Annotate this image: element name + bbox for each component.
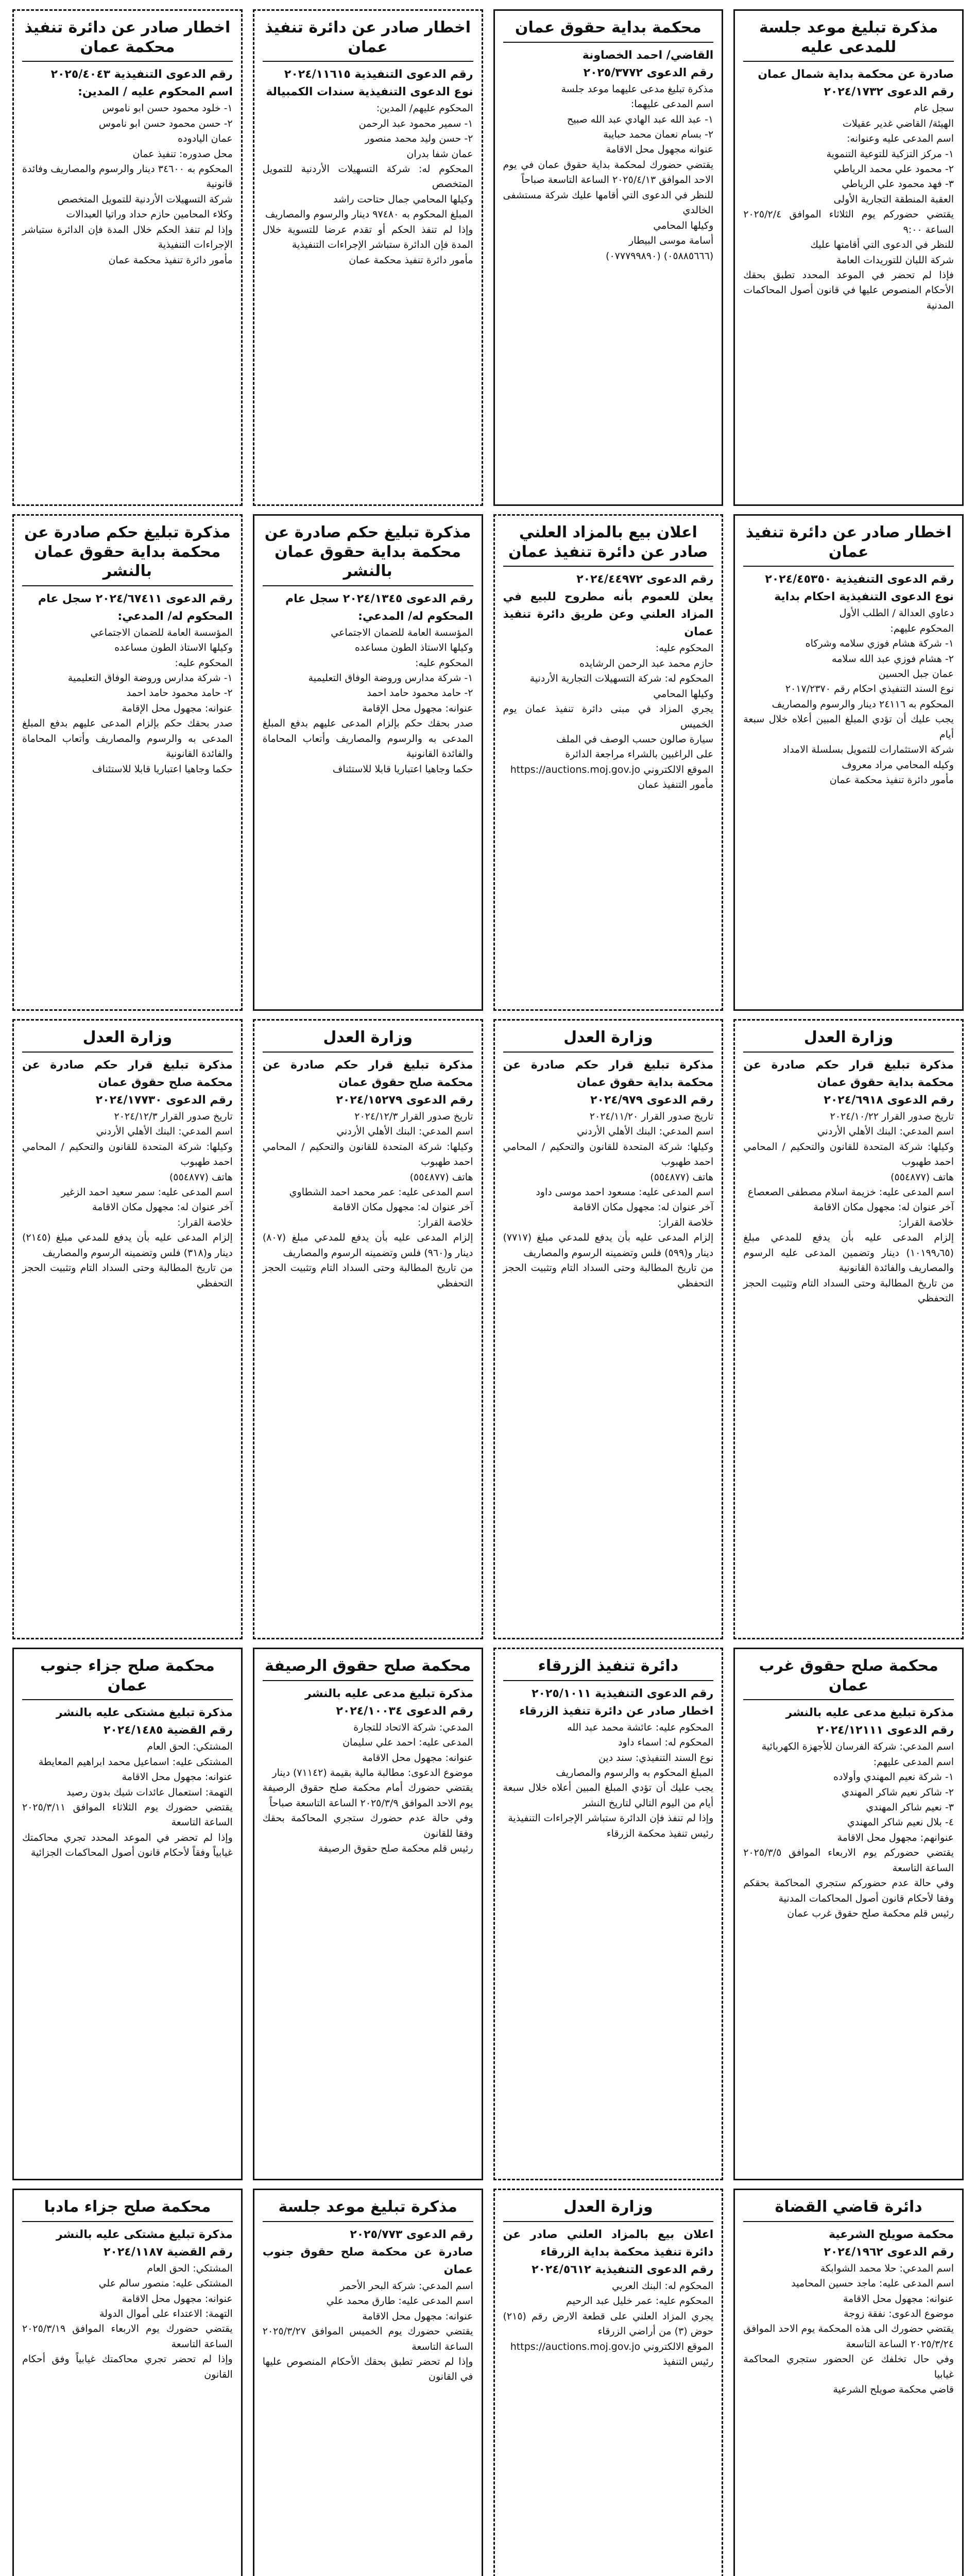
notice-line: خلاصة القرار: [658,1216,714,1228]
notice-line: ٢- بسام نعمان محمد حبايبة [603,129,714,140]
notice-line: آخر عنوان له: مجهول مكان الاقامة [332,1201,473,1213]
notice-divider [22,61,233,62]
notice-line: وفي حالة عدم حضورك ستجري المحاكمة بحقك وفقا للقانون [262,1812,473,1839]
notice-line: التهمة: استعمال عائدات شيك بدون رصيد [66,1786,233,1798]
notice-divider [743,566,954,567]
notice-line: المحكوم عليهم: [890,622,954,634]
notice-line: عنوانه: مجهول محل الإقامة [122,702,233,714]
notice-line: مأمور دائرة تنفيذ محكمة عمان [349,254,473,266]
notice-divider [503,1680,714,1681]
notice-line: وكيلها الاستاذ الطون مساعده [354,642,473,654]
notice-line: صدر بحقك حكم بإلزام المدعى عليهم بدفع المبلغ المدعى به والرسوم والمصاريف وأتعاب المحاماة والفائدة القانونية [22,718,233,760]
notice-line: مذكرة تبليغ مدعى عليهما موعد جلسة [561,83,714,95]
notice-line: نوع السند التنفيذي احكام رقم ٢٠١٧/٢٣٧٠ [785,683,954,695]
legal-notice-box [493,514,724,1011]
notice-line: رقم الدعوى ٢٠٢٤/١٧٣٢ [824,86,954,99]
notice-title: مذكرة تبليغ حكم صادرة عن محكمة بداية حقوق عمان بالنشر [264,523,471,580]
notice-divider [503,566,714,567]
notice-line: ٣- نعيم شاكر المهندي [866,1801,954,1813]
legal-notice-box [733,2189,964,2576]
legal-notice-box [253,1019,483,1639]
notice-line: يقتضي حضورك الى هذه المحكمة يوم الاحد الموافق ٢٠٢٥/٣/٢٤ الساعة التاسعة [743,2323,954,2350]
notice-line: عنوانه مجهول محل الاقامة [606,144,714,156]
notice-line: المحكوم له: اسماء داود [618,1737,714,1749]
notice-line: من تاريخ المطالبة وحتى السداد التام وتثبيت الحجز التحفظي [22,1262,233,1289]
notice-line: رقم الدعوى ٢٠٢٤/٩٧٩ [590,1093,714,1107]
notice-line: وكيلها المحامي [653,219,714,231]
notice-line: حازم محمد عبد الرحمن الرشايده [579,657,714,669]
legal-notice-box [12,514,243,1011]
notice-line: تاريخ صدور القرار ٢٠٢٤/١٢/٣ [114,1110,233,1122]
notice-line: وفي حالة عدم حضوركم ستجري المحاكمة بحقكم وفقا لأحكام قانون أصول المحاكمات المدنية [743,1877,954,1904]
notice-line: نوع السند التنفيذي: سند دين [598,1752,714,1764]
notice-line: صدر بحقك حكم بإلزام المدعى عليهم بدفع المبلغ المدعى به والرسوم والمصاريف وأتعاب المحاماة والفائدة القانونية [262,718,473,760]
notice-line: صادرة عن محكمة بداية شمال عمان [758,68,954,81]
notice-line: رئيس التنفيذ [662,2355,714,2367]
notice-line: يجري المزاد في مبنى دائرة تنفيذ عمان يوم الخميس [503,703,714,730]
notice-title: محكمة بداية حقوق عمان [515,19,701,37]
notice-line: اسم المدعي: البنك الأهلي الأردني [817,1126,954,1138]
notice-line: محكمة صويلح الشرعية [828,2228,954,2241]
notice-line: المدعى عليه: احمد علي سليمان [343,1737,473,1749]
notice-line: مذكرة تبليغ قرار حكم صادرة عن محكمة صلح حقوق عمان [22,1058,233,1089]
notice-line: يقتضي حضوركم يوم الاربعاء الموافق ٢٠٢٥/٣/٥ الساعة التاسعة [743,1847,954,1874]
notice-line: المشتكى عليه: اسماعيل محمد ابراهيم المعايطة [38,1756,233,1768]
notice-title: اخطار صادر عن دائرة تنفيذ عمان [745,523,952,561]
notice-divider [743,61,954,62]
notice-line: المحكوم له: شركة التسهيلات التجارية الأردنية [529,673,714,685]
notice-divider [743,2221,954,2222]
legal-notice-box [12,2189,243,2576]
notice-line: رقم الدعوى ٢٠٢٤/٦٧٤١١ سجل عام [38,592,233,605]
notice-line: مأمور دائرة تنفيذ محكمة عمان [108,254,233,266]
notice-line: من تاريخ المطالبة وحتى السداد التام وتثبيت الحجز التحفظي [743,1277,954,1304]
notice-title: وزارة العدل [323,1028,413,1046]
notice-line: شركة التسهيلات الأردنية للتمويل المتخصص [57,193,233,205]
notice-line: هاتف (٥٥٤٨٧٧) [409,1171,473,1183]
notice-line: من تاريخ المطالبة وحتى السداد التام وتثبيت الحجز التحفظي [503,1262,714,1289]
notice-line: المشتكى عليه: منصور سالم علي [98,2278,233,2290]
notice-line: رقم الدعوى التنفيذية ٢٠٢٤/٥٦١٢ [532,2263,714,2276]
notice-line: المؤسسة العامة للضمان الاجتماعي [90,626,233,638]
notice-line: وفي حال تخلفك عن الحضور ستجري المحاكمة غيابيا [743,2353,954,2380]
notice-line: وإذا لم تحضر في الموعد المحدد تجري محاكمتك غيابياً وفقاً لأحكام قانون أصول المحاكمات الجزائية [22,1832,233,1859]
notice-line: المحكوم عليه: [655,642,714,654]
notice-title: دائرة تنفيذ الزرقاء [538,1657,679,1675]
notice-line: رقم القضية ٢٠٢٤/١١٨٧ [104,2245,233,2259]
notice-line: يجري المزاد العلني على قطعة الارض رقم (٢١٥) حوض (٣) من أراضي الزرقاء [503,2310,714,2337]
notice-line: يقتضي حضورك يوم الخميس الموافق ٢٠٢٥/٣/٢٧ الساعة التاسعة [262,2326,473,2352]
notice-line: وكيلها: شركة المتحدة للقانون والتحكيم / المحامي احمد طهبوب [262,1141,473,1168]
notice-line: عنوانه: مجهول محل الاقامة [362,2310,473,2322]
notice-line: وكيلها المحامي جمال حتاحت راشد [333,193,473,205]
notice-line: وكيلها: شركة المتحدة للقانون والتحكيم / المحامي احمد طهبوب [22,1141,233,1168]
notice-title: محكمة صلح حقوق غرب عمان [759,1657,938,1694]
notice-line: عنوانه: مجهول محل الاقامة [362,1752,473,1764]
notice-divider [263,1052,473,1053]
notice-line: ٢- حامد محمود حامد احمد [367,687,473,699]
notice-line: وإذا لم تنفذ الحكم خلال المدة فإن الدائرة ستباشر الإجراءات التنفيذية [22,224,233,251]
notice-line: ٢- حسن وليد محمد منصور [365,133,473,145]
notice-title: مذكرة تبليغ حكم صادرة عن محكمة بداية حقوق عمان بالنشر [24,523,231,580]
notice-title: اعلان بيع بالمزاد العلني صادر عن دائرة تنفيذ عمان [508,523,708,561]
notice-divider [263,1680,473,1681]
notice-line: اسم المدعي: شركة الفرسان للأجهزة الكهربائية [761,1741,954,1753]
notice-line: إلزام المدعى عليه بأن يدفع للمدعي مبلغ (٧٧١٧) دينار و(٥٩٩) فلس وتضمينه الرسوم والمصاريف [503,1232,714,1259]
notice-divider [503,1052,714,1053]
legal-notice-box [493,9,724,506]
notice-line: المحكوم عليهم/ المدين: [376,103,473,114]
legal-notice-box [733,9,964,506]
notice-line: اسم المدعي: حلا محمد الشوابكة [820,2262,954,2274]
notice-line: رقم الدعوى ٢٠٢٤/٦٩١٨ [824,1093,954,1107]
notice-divider [22,1052,233,1053]
notice-line: وكيله المحامي مراد معروف [842,759,954,771]
notice-line: رئيس قلم محكمة صلح حقوق غرب عمان [787,1908,954,1919]
notice-line: نوع الدعوى التنفيذية سندات الكمبيالة [266,86,473,99]
notice-line: ١- شركة نعيم المهندي وأولاده [833,1771,954,1783]
notice-line: اخطار صادر عن دائرة تنفيذ الزرقاء [519,1704,714,1718]
notice-line: مأمور دائرة تنفيذ محكمة عمان [829,774,954,786]
notice-line: ٣- فهد محمود علي الرياطي [842,178,954,190]
notice-line: ١- سمير محمود عبد الرحمن [358,117,473,129]
notice-line: هاتف (٥٥٤٨٧٧) [891,1171,954,1183]
notice-line: يقتضي حضورك يوم الثلاثاء الموافق ٢٠٢٥/٣/١١ الساعة التاسعة [22,1801,233,1828]
notice-divider [22,2221,233,2222]
notice-divider [22,1699,233,1700]
notice-line: آخر عنوان له: مجهول مكان الاقامة [813,1201,954,1213]
notice-line: وكيلها: شركة المتحدة للقانون والتحكيم / المحامي احمد طهبوب [743,1141,954,1168]
notice-line: عنوانه: مجهول محل الاقامة [122,2293,233,2304]
legal-notice-box [253,9,483,506]
notice-line: ١- شركة مدارس وروضة الوفاق التعليمية [308,672,473,684]
notice-title: محكمة صلح جزاء جنوب عمان [40,1657,215,1694]
notice-line: الهيئة/ القاضي غدير عقيلات [842,117,954,129]
notice-line: عمان جبل الحسين [878,668,954,680]
notice-line: رقم الدعوى التنفيذية ٢٠٢٤/٤٥٣٥٠ [765,573,954,586]
notice-line: يقتضي حضوركم يوم الثلاثاء الموافق ٢٠٢٥/٢/٤ الساعة ٩:٠٠ [743,209,954,235]
notice-line: مذكرة تبليغ مدعى عليه بالنشر [785,1706,954,1719]
notice-line: من تاريخ المطالبة وحتى السداد التام وتثبيت الحجز التحفظي [262,1262,473,1289]
notice-line: عمان اليادوده [178,133,233,145]
notice-line: فإذا لم تحضر في الموعد المحدد تطبق بحقك الأحكام المنصوص عليها في قانون أصول المحاكمات المدنية [743,269,954,311]
legal-notice-box [733,1019,964,1639]
notice-divider [743,1699,954,1700]
notice-line: يقتضي حضورك يوم الاربعاء الموافق ٢٠٢٥/٣/١٩ الساعة التاسعة [22,2323,233,2350]
legal-notice-box [493,1648,724,2180]
notice-line: اسم المدعى عليه وعنوانه: [847,133,954,145]
notice-line: مذكرة تبليغ قرار حكم صادرة عن محكمة بداية حقوق عمان [503,1058,714,1089]
notice-line: المبلغ المحكوم به والرسوم والمصاريف [556,1767,714,1778]
notice-line: على الراغبين بالشراء مراجعة الدائرة [565,749,714,760]
notice-divider [263,585,473,586]
notice-line: رقم الدعوى ٢٠٢٤/١٣٤٥ سجل عام [285,592,473,605]
notice-line: يقتضي حضورك أمام محكمة صلح حقوق الرصيفة يوم الاحد الموافق ٢٠٢٥/٣/٩ الساعة التاسعة صباحاً [262,1782,473,1809]
notice-title: دائرة قاضي القضاة [775,2198,922,2216]
notice-title: وزارة العدل [563,2198,653,2216]
notice-line: ٢- حامد محمود حامد احمد [126,687,233,699]
notice-line: المحكوم عليه: [415,657,473,669]
notice-line: إلزام المدعى عليه بأن يدفع للمدعي مبلغ (٨٠٧) دينار و(٩٦٠) فلس وتضمينه الرسوم والمصاريف [262,1232,473,1259]
notice-line: مذكرة تبليغ مشتكى عليه بالنشر [56,2228,233,2241]
notice-line: المحكوم له/ المدعي: [117,609,233,623]
notice-line: محل صدوره: تنفيذ عمان [132,148,233,160]
notice-line: ٢- حسن محمود حسن ابو ناموس [98,117,233,129]
notice-line: شركة الاستثمارات للتمويل بسلسلة الامداد [782,744,954,756]
notice-line: يجب عليك أن تؤدي المبلغ المبين أعلاه خلال سبعة أيام من اليوم التالي لتاريخ النشر [503,1782,714,1809]
notice-line: ١- خلود محمود حسن ابو ناموس [102,103,233,114]
notice-line: مذكرة تبليغ قرار حكم صادرة عن محكمة بداية حقوق عمان [743,1058,954,1089]
notice-line: وكيلها: شركة المتحدة للقانون والتحكيم / المحامي احمد طهبوب [503,1141,714,1168]
notice-divider [263,61,473,62]
notice-line: ١- مركز التزكية للتوعية التنموية [826,148,954,160]
notice-divider [743,1052,954,1053]
legal-notice-box [12,1648,243,2180]
notice-line: رقم الدعوى التنفيذية ٢٠٢٤/١١٦١٥ [284,68,473,81]
notice-line: رقم الدعوى ٢٠٢٤/٤٤٩٧٢ [576,573,714,586]
notice-line: ٢- هشام فوزي عبد الله سلامه [832,653,954,665]
legal-notice-box [253,514,483,1011]
notice-line: عنوانه: مجهول محل الاقامة [843,2293,954,2304]
notice-line: المشتكي: الحق العام [147,2262,233,2274]
notice-line: عنوانهم: مجهول محل الاقامة [837,1832,954,1843]
notice-title: وزارة العدل [82,1028,173,1046]
notice-line: شركة اللبان للتوريدات العامة [836,254,954,266]
notice-line: يقتضي حضورك لمحكمة بداية حقوق عمان في يوم الاحد الموافق ٢٠٢٥/٤/١٣ الساعة التاسعة صباحاً [503,159,714,186]
notice-line: موضوع الدعوى: مطالبة مالية بقيمة (٧١١٤٢) دينار [272,1767,473,1778]
notice-line: عنوانه: مجهول محل الاقامة [122,1771,233,1783]
notice-line: اسم المدعي: البنك الأهلي الأردني [96,1126,233,1138]
notice-divider [503,42,714,43]
notice-line: يعلن للعموم بأنه مطروح للبيع في المزاد العلني وعن طريق دائرة تنفيذ عمان [503,590,714,639]
notice-line: وكيلها المحامي [653,688,714,700]
notice-line: حكما وجاهيا اعتباريا قابلا للاستئناف [332,763,473,775]
notice-divider [22,585,233,586]
notice-line: المحكوم له/ المدعي: [358,609,473,623]
notice-line: وإذا لم تنفذ فإن الدائرة ستباشر الإجراءات التنفيذية [508,1812,714,1824]
notice-line: خلاصة القرار: [898,1216,954,1228]
legal-notice-box [253,2189,483,2576]
notice-line: اسم المحكوم عليه / المدين: [78,86,233,99]
notice-line: رقم الدعوى التنفيذية ٢٠٢٥/٤٠٤٣ [50,68,233,81]
notice-line: رقم الدعوى التنفيذية ٢٠٢٥/١٠١١ [532,1687,714,1700]
notice-line: ٢- شاكر نعيم شاكر المهندي [842,1786,954,1798]
legal-notice-box [253,1648,483,2180]
notice-title: وزارة العدل [803,1028,894,1046]
notice-line: سجل عام [914,103,954,114]
notice-line: رقم الدعوى ٢٠٢٤/١٧٧٣٠ [95,1093,233,1107]
notice-line: المحكوم له: البنك العربي [611,2280,714,2292]
notice-line: المحكوم عليه: عمر خليل عبد الرحيم [566,2295,714,2307]
legal-notice-box [12,9,243,506]
notice-line: سيارة صالون حسب الوصف في الملف [556,734,714,745]
notice-line: اسم المدعى عليه: طارق محمد علي [326,2295,473,2307]
notice-line: مذكرة تبليغ مدعى عليه بالنشر [305,1687,473,1700]
notice-line: رقم الدعوى ٢٠٢٤/١٠٠٣٤ [336,1704,473,1718]
notice-line: تاريخ صدور القرار ٢٠٢٤/١٢/٣ [354,1110,473,1122]
notice-line: القاضي/ احمد الخصاونة [582,48,714,62]
notice-line: دعاوي العدالة / الطلب الأول [839,607,954,619]
notice-title: محكمة صلح حقوق الرصيفة [265,1657,471,1675]
notice-line: اسم المدعى عليه: مسعود احمد موسى داود [536,1186,714,1198]
notice-line: موضوع الدعوى: نفقة زوجة [844,2308,954,2319]
notice-line: المحكوم به ٣٤٦٠٠ دينار والرسوم والمصاريف وفائدة قانونية [22,163,233,190]
notice-line: وكلاء المحامين حازم حداد وراتيا العبدالات [66,209,233,221]
notice-line: ٢- محمود علي محمد الرياطي [833,163,954,175]
notice-line: إلزام المدعى عليه بأن يدفع للمدعي مبلغ (١٠١٩٩٫٦٥) دينار وتضمين المدعى عليه الرسوم والمصاريف والفائدة القانونية [743,1232,954,1274]
notice-line: المحكوم عليه: عائشة محمد عبد الله [567,1721,714,1733]
notice-line: رئيس قلم محكمة صلح حقوق الرصيفة [318,1843,473,1855]
notice-line: تاريخ صدور القرار ٢٠٢٤/١٠/٢٢ [830,1110,954,1122]
notice-title: محكمة صلح جزاء مادبا [44,2198,211,2216]
notice-title: وزارة العدل [563,1028,653,1046]
notice-line: المحكوم عليه: [175,657,233,669]
notice-line: تاريخ صدور القرار ٢٠٢٤/١١/٢٠ [589,1110,714,1122]
notice-line: مأمور التنفيذ عمان [638,779,714,791]
notice-line: اسم المدعي: البنك الأهلي الأردني [336,1126,473,1138]
notice-line: يجب عليك أن تؤدي المبلغ المبين أعلاه خلال سبعة أيام [743,714,954,740]
notice-title: مذكرة تبليغ موعد جلسة للمدعى عليه [759,19,938,56]
notice-line: عنوانه: مجهول محل الإقامة [362,702,473,714]
notice-line: اسم المدعى عليهم: [873,1756,954,1768]
notice-line: رئيس تنفيذ محكمة الزرقاء [606,1827,714,1839]
notice-line: اسم المدعى عليه: ماجد حسين المحاميد [791,2278,954,2290]
notice-line: نوع الدعوى التنفيذية احكام بداية [774,590,954,604]
notice-line: (٠٥٨٨٥٦٦٦) (٠٧٧٧٩٩٨٩٠) [606,250,714,262]
notice-line: اعلان بيع بالمزاد العلني صادر عن دائرة تنفيذ محكمة بداية الزرقاء [503,2228,714,2259]
notice-line: للنظر في الدعوى التي أقامتها عليك [810,239,954,251]
notice-divider [503,2221,714,2222]
notice-line: اسم المدعى عليه: خزيمة اسلام مصطفى الصعصاع [747,1186,954,1198]
notice-line: المؤسسة العامة للضمان الاجتماعي [331,626,473,638]
legal-notice-box [12,1019,243,1639]
notice-line: وإذا لم تنفذ الحكم أو تقدم عرضا للتسوية خلال المدة فإن الدائرة ستباشر الإجراءات التنفيذية [262,224,473,251]
notice-line: صادرة عن محكمة صلح حقوق جنوب عمان [262,2245,473,2276]
legal-notice-box [733,1648,964,2180]
notice-line: رقم الدعوى ٢٠٢٤/١٢١١١ [816,1724,954,1737]
notice-line: مذكرة تبليغ قرار حكم صادرة عن محكمة صلح حقوق عمان [262,1058,473,1089]
notice-title: مذكرة تبليغ موعد جلسة [278,2198,457,2216]
notice-line: خلاصة القرار: [177,1216,233,1228]
notice-line: قاضي محكمة صويلح الشرعية [833,2384,954,2396]
notice-line: المحكوم له: شركة التسهيلات الأردنية للتمويل المتخصص [262,163,473,190]
legal-notice-box [733,514,964,1011]
notice-line: حكما وجاهيا اعتباريا قابلا للاستئناف [92,763,233,775]
notice-line: اسم المدعى عليه: سمر سعيد احمد الزغير [61,1186,233,1198]
notice-line: ١- شركة هشام فوزي سلامه وشركاه [805,638,954,650]
notice-line: مذكرة تبليغ مشتكى عليه بالنشر [56,1706,233,1719]
legal-notice-box [493,1019,724,1639]
notice-line: الموقع الالكتروني https://auctions.moj.gov.jo [510,764,714,775]
notice-line: التهمة: الاعتداء على أموال الدولة [99,2308,233,2319]
notice-line: رقم القضية ٢٠٢٤/١٤٨٥ [104,1724,233,1737]
notice-line: رقم الدعوى ٢٠٢٤/١٩٦٢ [824,2245,954,2259]
notice-line: ١- عبد الله عبد الهادي عبد الله صبيح [567,113,714,125]
notice-line: المشتكي: الحق العام [147,1741,233,1753]
notice-line: اسم المدعى عليه: عمر محمد احمد الشطاوي [289,1186,473,1198]
notice-title: اخطار صادر عن دائرة تنفيذ عمان [265,19,471,56]
notice-line: عمان شفا بدران [406,148,473,160]
notice-line: آخر عنوان له: مجهول مكان الاقامة [92,1201,233,1213]
notice-line: اسم المدعي: شركة البحر الأحمر [340,2280,473,2292]
notice-title: اخطار صادر عن دائرة تنفيذ محكمة عمان [24,19,231,56]
legal-notice-box [493,2189,724,2576]
notice-line: الموقع الالكتروني https://auctions.moj.gov.jo [510,2341,714,2352]
notice-line: للنظر في الدعوى التي أقامها عليك شركة مستشفى الخالدي [503,189,714,216]
notice-line: ١- شركة مدارس وروضة الوفاق التعليمية [67,672,233,684]
notice-line: المبلغ المحكوم به ٩٧٤٨٠ دينار والرسوم والمصاريف [265,209,473,221]
notice-line: خلاصة القرار: [418,1216,473,1228]
notice-line: ٤- بلال نعيم شاكر المهندي [847,1817,954,1828]
notice-line: هاتف (٥٥٤٨٧٧) [650,1171,714,1183]
notice-line: اسم المدعي: البنك الأهلي الأردني [576,1126,714,1138]
notice-line: أسامة موسى البيطار [628,235,714,247]
notice-line: رقم الدعوى ٢٠٢٤/١٥٢٧٩ [336,1093,473,1107]
notice-line: المدعي: شركة الاتحاد للتجارة [353,1721,473,1733]
notice-divider [263,2221,473,2222]
notice-line: العقبة المنطقة التجارية الأولى [833,193,954,205]
notice-line: المحكوم به ٢٤١١٦ دينار والرسوم والمصاريف [772,698,954,710]
notice-line: إلزام المدعى عليه بأن يدفع للمدعي مبلغ (٢١٤٥) دينار و(٣١٨) فلس وتضمينه الرسوم والمصاريف [22,1232,233,1259]
notice-line: هاتف (٥٥٤٨٧٧) [169,1171,233,1183]
notice-line: آخر عنوان له: مجهول مكان الاقامة [573,1201,714,1213]
notice-line: وإذا لم تحضر تطبق بحقك الأحكام المنصوص عليها في القانون [262,2355,473,2383]
notice-line: اسم المدعى عليهما: [630,98,714,110]
notice-line: وإذا لم تحضر تجري محاكمتك غيابياً وفق أحكام القانون [22,2353,233,2380]
notice-line: رقم الدعوى ٢٠٢٥/٧٧٣ [350,2228,473,2241]
notice-line: رقم الدعوى ٢٠٢٥/٣٧٧٢ [583,66,714,79]
notice-line: وكيلها الاستاذ الطون مساعده [114,642,233,654]
